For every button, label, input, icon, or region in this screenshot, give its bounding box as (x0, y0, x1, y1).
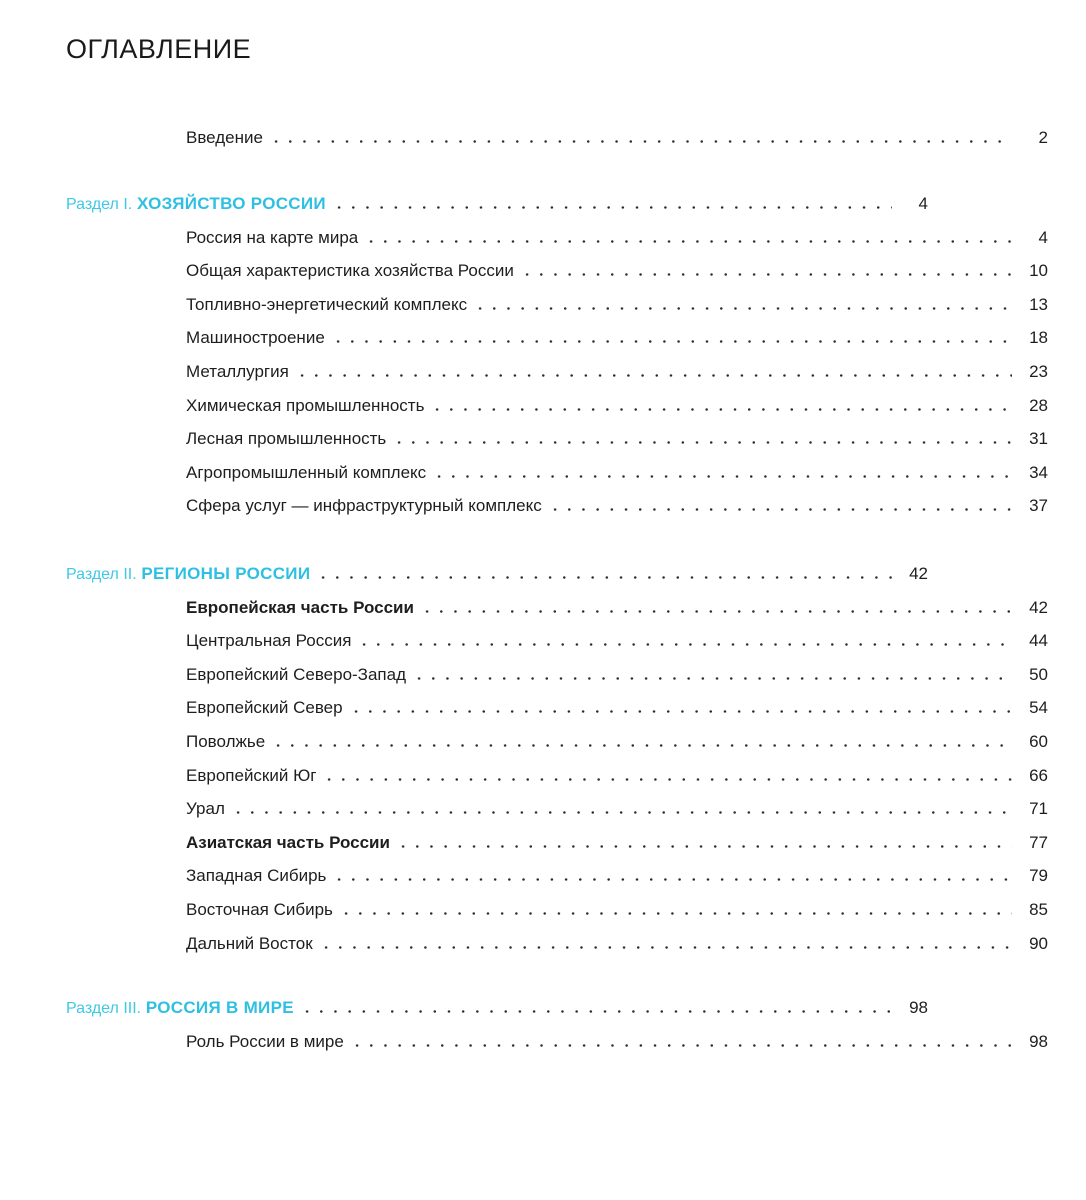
dot-leader (295, 374, 1012, 377)
toc-entry-page: 18 (1029, 328, 1048, 348)
dot-leader (396, 845, 1012, 848)
toc-entry-page: 31 (1029, 429, 1048, 449)
toc-entry-page: 28 (1029, 395, 1048, 415)
section-name: РОССИЯ В МИРЕ (145, 998, 294, 1017)
toc-entry-page: 85 (1029, 900, 1048, 919)
dot-leader (420, 610, 1012, 613)
page-title: ОГЛАВЛЕНИЕ (66, 34, 252, 64)
toc-entry[interactable] (0, 621, 1086, 651)
toc-entry-page: 50 (1029, 664, 1048, 684)
toc-entry-label: Дальний Восток (186, 933, 313, 953)
toc-section-heading[interactable] (0, 184, 966, 214)
toc-entry-page: 13 (1029, 294, 1048, 314)
toc-entry-page: 23 (1029, 362, 1048, 381)
toc-entry-label: Центральная Россия (186, 631, 352, 651)
toc-entry-label: Европейский Юг (186, 765, 317, 785)
toc-entry-label: Европейский Север (186, 698, 343, 718)
dot-leader (412, 677, 1012, 680)
dot-leader (520, 273, 1012, 276)
toc-entry[interactable] (0, 856, 1086, 886)
toc-entry-page: 77 (1029, 832, 1048, 852)
dot-leader (357, 643, 1012, 646)
toc-entry[interactable] (0, 588, 1086, 618)
toc-entry-page: 4 (1038, 227, 1048, 247)
toc-entry-label: Поволжье (186, 732, 266, 751)
toc-entry-label: Азиатская часть России (186, 832, 390, 852)
section-heading-label (66, 564, 310, 584)
toc-entry-label: Металлургия (186, 362, 289, 381)
toc-entry-label: Агропромышленный комплекс (186, 462, 427, 482)
toc-entry-page: 98 (1029, 1031, 1048, 1051)
section-heading-label (66, 998, 294, 1018)
toc-entry[interactable] (0, 285, 1086, 315)
toc-section-heading[interactable] (0, 988, 966, 1018)
toc-entry-label: Машиностроение (186, 328, 325, 348)
toc-entry[interactable] (0, 218, 1086, 248)
toc-entry-label: Общая характеристика хозяйства России (186, 261, 514, 281)
section-prefix: Раздел I. (66, 196, 133, 213)
toc-entry-label: Топливно-энергетический комплекс (186, 294, 468, 314)
toc-entry-page: 71 (1029, 799, 1048, 819)
toc-entry[interactable] (0, 756, 1086, 786)
toc-entry-page: 66 (1029, 765, 1048, 785)
toc-entry-page: 60 (1029, 732, 1048, 751)
dot-leader (300, 1010, 892, 1013)
toc-entry-label: Лесная промышленность (186, 429, 387, 449)
section-name: РЕГИОНЫ РОССИИ (141, 564, 311, 583)
toc-entry-page: 90 (1029, 933, 1048, 953)
toc-entry-page: 37 (1029, 496, 1048, 516)
toc-entry[interactable] (0, 453, 1086, 483)
dot-leader (349, 710, 1012, 713)
section-name: ХОЗЯЙСТВО РОССИИ (136, 194, 326, 213)
dot-leader (316, 576, 892, 579)
dot-leader (392, 441, 1012, 444)
toc-entry-page: 10 (1029, 261, 1048, 281)
section-prefix: Раздел III. (66, 1000, 142, 1017)
toc-entry[interactable] (0, 251, 1086, 281)
toc-entry-page: 54 (1029, 698, 1048, 718)
toc-entry[interactable] (0, 118, 1086, 148)
dot-leader (332, 878, 1012, 881)
toc-entry[interactable] (0, 318, 1086, 348)
toc-entry-label: Европейский Северо-Запад (186, 664, 406, 684)
toc-entry-page: 42 (1029, 597, 1048, 617)
toc-entry-label: Европейская часть России (186, 597, 414, 617)
dot-leader (331, 340, 1012, 343)
toc-entry[interactable] (0, 352, 1086, 382)
toc-entry[interactable] (0, 419, 1086, 449)
toc-entry-page: 2 (1038, 128, 1048, 147)
toc-entry-label: Западная Сибирь (186, 866, 327, 886)
dot-leader (322, 778, 1012, 781)
toc-entry-page: 79 (1029, 866, 1048, 886)
toc-entry[interactable] (0, 789, 1086, 819)
dot-leader (319, 946, 1012, 949)
section-heading-label (66, 194, 326, 214)
dot-leader (332, 206, 892, 209)
toc-entry-page: 44 (1029, 631, 1048, 651)
section-page: 4 (918, 194, 928, 213)
dot-leader (364, 240, 1012, 243)
dot-leader (269, 140, 1012, 143)
section-page: 42 (909, 564, 928, 583)
toc-entry-label: Восточная Сибирь (186, 900, 333, 919)
toc-entry[interactable] (0, 823, 1086, 853)
toc-entry[interactable] (0, 386, 1086, 416)
dot-leader (473, 307, 1012, 310)
section-prefix: Раздел II. (66, 566, 137, 583)
dot-leader (430, 408, 1012, 411)
toc-entry-label: Введение (186, 128, 263, 147)
toc-entry[interactable] (0, 722, 1086, 752)
toc-entry[interactable] (0, 1022, 1086, 1052)
dot-leader (432, 475, 1012, 478)
toc-entry-label: Россия на карте мира (186, 227, 359, 247)
toc-entry[interactable] (0, 924, 1086, 954)
toc-entry-label: Роль России в мире (186, 1031, 344, 1051)
toc-entry[interactable] (0, 688, 1086, 718)
toc-entry-page: 34 (1029, 462, 1048, 482)
dot-leader (339, 912, 1012, 915)
dot-leader (271, 744, 1012, 747)
dot-leader (231, 811, 1012, 814)
toc-section-heading[interactable] (0, 554, 966, 584)
toc-entry-label: Урал (186, 799, 225, 819)
dot-leader (548, 508, 1012, 511)
section-page: 98 (909, 998, 928, 1017)
dot-leader (350, 1044, 1012, 1047)
toc-entry[interactable] (0, 655, 1086, 685)
toc-entry[interactable] (0, 890, 1086, 920)
toc-entry[interactable] (0, 486, 1086, 516)
toc-entry-label: Химическая промышленность (186, 395, 425, 415)
toc-entry-label: Сфера услуг — инфраструктурный комплекс (186, 496, 542, 516)
